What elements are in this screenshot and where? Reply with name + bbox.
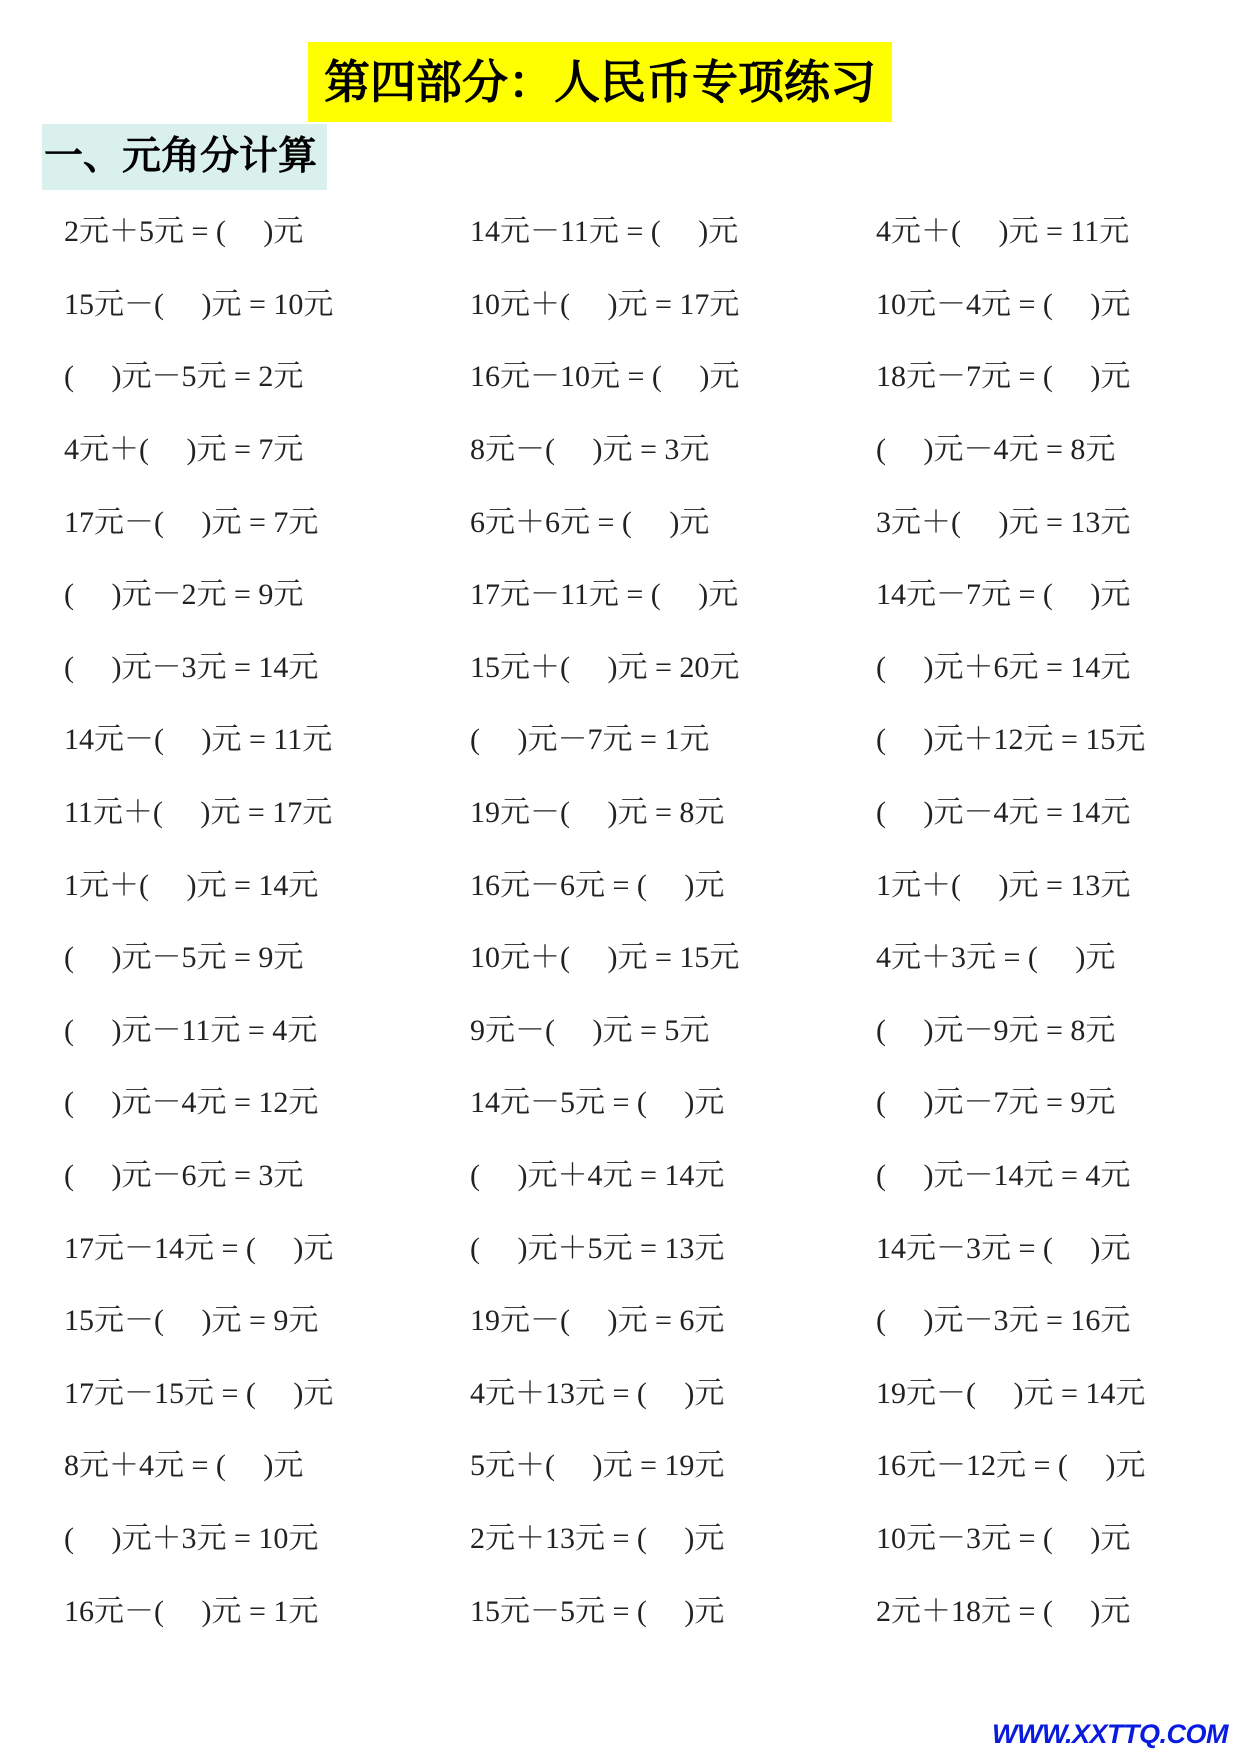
problem-item: ( )元－5元 = 2元 [64, 360, 304, 394]
problem-item: 14元－5元 = ( )元 [470, 1086, 725, 1120]
problem-item: 2元＋18元 = ( )元 [876, 1594, 1131, 1628]
problem-row [64, 1281, 1204, 1354]
problem-item: 15元＋( )元 = 20元 [470, 650, 740, 684]
problem-item: 4元＋3元 = ( )元 [876, 941, 1116, 975]
problem-item: 14元－3元 = ( )元 [876, 1231, 1131, 1265]
problem-item: 11元＋( )元 = 17元 [64, 796, 333, 830]
problem-item: 15元－( )元 = 9元 [64, 1304, 319, 1338]
problem-row [64, 773, 1204, 846]
problem-row [64, 1063, 1204, 1136]
problem-item: 10元－4元 = ( )元 [876, 287, 1131, 321]
problem-item: 8元－( )元 = 3元 [470, 433, 710, 467]
problem-row [64, 192, 1204, 265]
problem-row [64, 918, 1204, 991]
problem-item: ( )元－7元 = 9元 [876, 1086, 1116, 1120]
problem-item: 17元－14元 = ( )元 [64, 1231, 334, 1265]
problem-item: 17元－15元 = ( )元 [64, 1376, 334, 1410]
section-title: 一、元角分计算 [42, 124, 327, 190]
problem-item: 14元－( )元 = 11元 [64, 723, 333, 757]
problem-item: 2元＋5元 = ( )元 [64, 215, 304, 249]
problem-item: ( )元－5元 = 9元 [64, 941, 304, 975]
problem-item: 9元－( )元 = 5元 [470, 1013, 710, 1047]
problem-item: 18元－7元 = ( )元 [876, 360, 1131, 394]
problem-row [64, 265, 1204, 338]
problem-item: 4元＋( )元 = 11元 [876, 215, 1130, 249]
problem-row [64, 1208, 1204, 1281]
problem-item: ( )元－6元 = 3元 [64, 1159, 304, 1193]
problem-row [64, 555, 1204, 628]
problem-row [64, 1354, 1204, 1427]
problem-row [64, 337, 1204, 410]
problem-item: 1元＋( )元 = 13元 [876, 868, 1131, 902]
problem-item: ( )元＋5元 = 13元 [470, 1231, 725, 1265]
problem-item: 14元－11元 = ( )元 [470, 215, 739, 249]
problem-item: ( )元－9元 = 8元 [876, 1013, 1116, 1047]
problem-item: 10元－3元 = ( )元 [876, 1521, 1131, 1555]
site-watermark: WWW.XXTTQ.COM [992, 1719, 1228, 1749]
problem-row [64, 700, 1204, 773]
problem-item: ( )元－11元 = 4元 [64, 1013, 318, 1047]
problem-item: 1元＋( )元 = 14元 [64, 868, 319, 902]
problem-item: ( )元＋4元 = 14元 [470, 1159, 725, 1193]
problem-row [64, 410, 1204, 483]
problem-item: 17元－11元 = ( )元 [470, 578, 739, 612]
problem-item: 16元－( )元 = 1元 [64, 1594, 319, 1628]
problem-item: 16元－12元 = ( )元 [876, 1449, 1146, 1483]
problem-item: 16元－6元 = ( )元 [470, 868, 725, 902]
problem-item: ( )元－14元 = 4元 [876, 1159, 1131, 1193]
problem-row [64, 1426, 1204, 1499]
page-title: 第四部分：人民币专项练习 [308, 42, 892, 122]
problem-item: 4元＋( )元 = 7元 [64, 433, 304, 467]
problem-item: ( )元－4元 = 8元 [876, 433, 1116, 467]
problem-item: ( )元＋12元 = 15元 [876, 723, 1146, 757]
problem-row [64, 1571, 1204, 1644]
problem-item: 10元＋( )元 = 15元 [470, 941, 740, 975]
problem-item: ( )元－4元 = 14元 [876, 796, 1131, 830]
problem-item: 19元－( )元 = 6元 [470, 1304, 725, 1338]
problem-item: 15元－5元 = ( )元 [470, 1594, 725, 1628]
problem-row [64, 628, 1204, 701]
problem-item: 16元－10元 = ( )元 [470, 360, 740, 394]
problem-item: ( )元－3元 = 16元 [876, 1304, 1131, 1338]
problem-item: 6元＋6元 = ( )元 [470, 505, 710, 539]
problem-item: ( )元－7元 = 1元 [470, 723, 710, 757]
problem-row [64, 1499, 1204, 1572]
problem-item: ( )元＋3元 = 10元 [64, 1521, 319, 1555]
problem-row [64, 991, 1204, 1064]
problem-row [64, 845, 1204, 918]
problem-item: ( )元－4元 = 12元 [64, 1086, 319, 1120]
problem-item: 15元－( )元 = 10元 [64, 287, 334, 321]
problem-item: 17元－( )元 = 7元 [64, 505, 319, 539]
problem-item: 14元－7元 = ( )元 [876, 578, 1131, 612]
problem-item: 2元＋13元 = ( )元 [470, 1521, 725, 1555]
problem-item: 8元＋4元 = ( )元 [64, 1449, 304, 1483]
problem-item: 4元＋13元 = ( )元 [470, 1376, 725, 1410]
problem-item: ( )元＋6元 = 14元 [876, 650, 1131, 684]
problem-item: 19元－( )元 = 8元 [470, 796, 725, 830]
problem-item: 19元－( )元 = 14元 [876, 1376, 1146, 1410]
problem-row [64, 482, 1204, 555]
problem-item: 10元＋( )元 = 17元 [470, 287, 740, 321]
problem-item: ( )元－2元 = 9元 [64, 578, 304, 612]
problem-item: 5元＋( )元 = 19元 [470, 1449, 725, 1483]
problem-grid [64, 192, 1204, 1644]
problem-item: ( )元－3元 = 14元 [64, 650, 319, 684]
problem-item: 3元＋( )元 = 13元 [876, 505, 1131, 539]
problem-row [64, 1136, 1204, 1209]
